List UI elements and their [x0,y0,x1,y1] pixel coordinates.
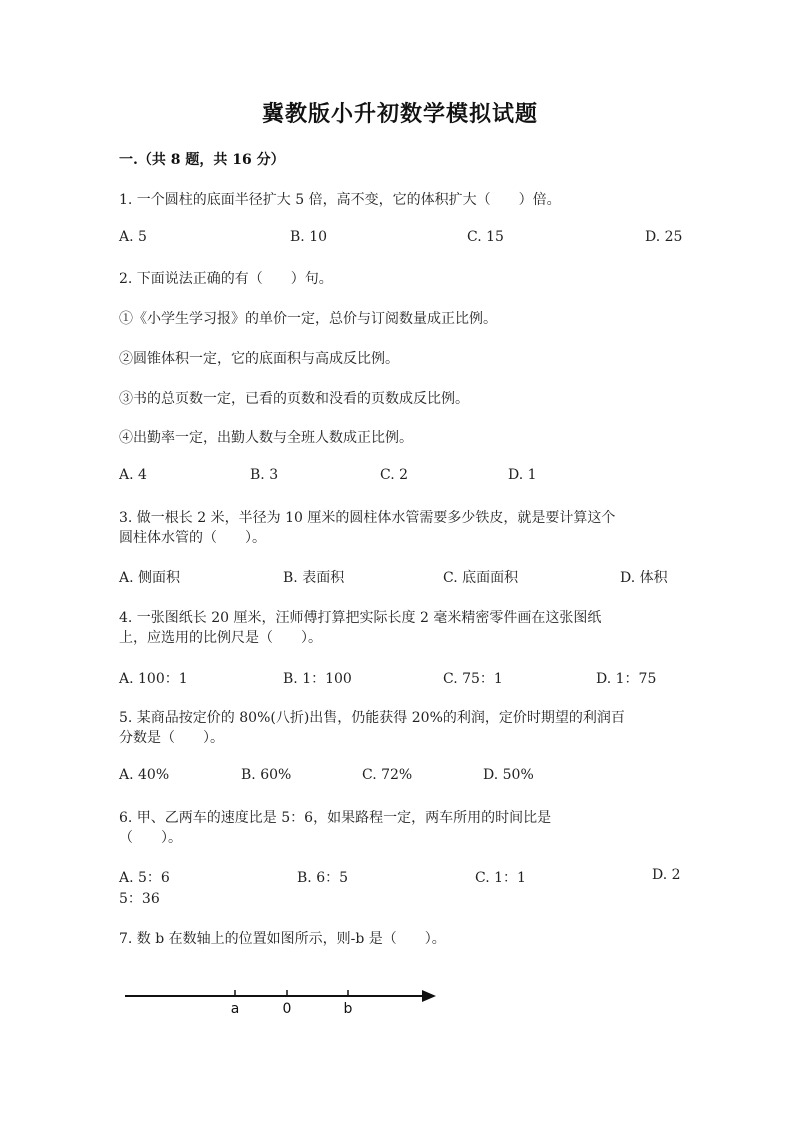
q5-option-a: A. 40% [119,767,170,783]
q2-statement-1: ①《小学生学习报》的单价一定，总价与订阅数量成正比例。 [119,311,497,327]
q6-option-d: D. 2 [652,867,681,883]
label-zero: 0 [282,1001,292,1017]
section-heading: 一.（共 8 题，共 16 分） [119,152,285,168]
q6-option-c: C. 1：1 [475,870,526,886]
question-7-text: 7. 数 b 在数轴上的位置如图所示，则-b 是（ ）。 [119,931,446,947]
question-6-text-cont: （ ）。 [119,830,182,846]
page-title: 冀教版小升初数学模拟试题 [261,101,538,127]
q2-option-c: C. 2 [380,467,409,483]
q2-option-a: A. 4 [119,467,147,483]
question-3-text-cont: 圆柱体水管的（ ）。 [119,530,266,546]
q3-option-a: A. 侧面积 [119,570,181,586]
q6-option-b: B. 6：5 [297,870,349,886]
q4-option-d: D. 1：75 [596,671,657,687]
q4-option-c: C. 75：1 [443,671,503,687]
q2-option-d: D. 1 [508,467,537,483]
number-line-figure [120,978,450,1028]
arrow-head-icon [422,990,436,1002]
q2-statement-2: ②圆锥体积一定，它的底面积与高成反比例。 [119,351,399,367]
q1-option-a: A. 5 [119,229,147,245]
label-b: b [343,1001,353,1017]
q5-option-b: B. 60% [241,767,292,783]
question-5-text: 5. 某商品按定价的 80%(八折)出售，仍能获得 20%的利润，定价时期望的利润百 [119,710,625,726]
q3-option-b: B. 表面积 [283,570,345,586]
q4-option-a: A. 100：1 [119,671,188,687]
label-a: a [230,1001,240,1017]
question-5-text-cont: 分数是（ ）。 [119,730,224,746]
q4-option-b: B. 1：100 [283,671,352,687]
question-1-text: 1. 一个圆柱的底面半径扩大 5 倍，高不变，它的体积扩大（ ）倍。 [119,192,561,208]
q6-option-d-wrap: 5：36 [119,891,160,907]
q2-statement-4: ④出勤率一定，出勤人数与全班人数成正比例。 [119,430,413,446]
q3-option-c: C. 底面面积 [443,570,519,586]
q6-option-a: A. 5：6 [119,870,170,886]
question-3-text: 3. 做一根长 2 米，半径为 10 厘米的圆柱体水管需要多少铁皮，就是要计算这个 [119,510,616,526]
question-4-text-cont: 上，应选用的比例尺是（ ）。 [119,630,322,646]
q2-statement-3: ③书的总页数一定，已看的页数和没看的页数成反比例。 [119,391,469,407]
q5-option-d: D. 50% [483,767,534,783]
question-4-text: 4. 一张图纸长 20 厘米，汪师傅打算把实际长度 2 毫米精密零件画在这张图纸 [119,610,602,626]
q5-option-c: C. 72% [362,767,413,783]
q2-option-b: B. 3 [250,467,279,483]
q1-option-b: B. 10 [290,229,328,245]
question-6-text: 6. 甲、乙两车的速度比是 5：6，如果路程一定，两车所用的时间比是 [119,810,552,826]
q3-option-d: D. 体积 [620,570,668,586]
q1-option-c: C. 15 [467,229,504,245]
q1-option-d: D. 25 [645,229,683,245]
question-2-text: 2. 下面说法正确的有（ ）句。 [119,271,333,287]
